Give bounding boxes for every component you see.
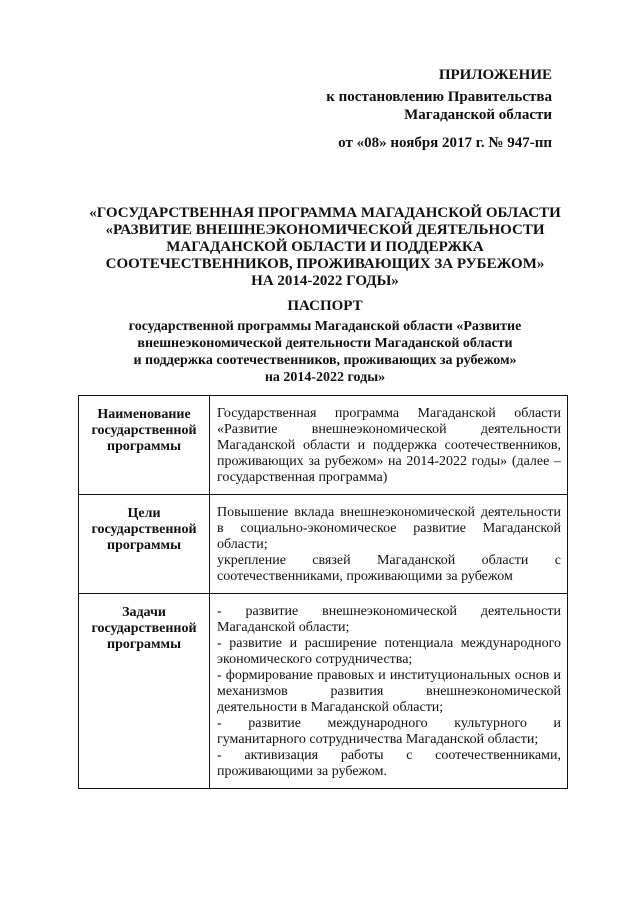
passport-subtitle-line: государственной программы Магаданской области «Развитие xyxy=(128,319,522,334)
label-line: государственной xyxy=(91,522,197,537)
passport-heading-block xyxy=(70,298,580,386)
row-label-name xyxy=(79,396,210,495)
label-line: Наименование xyxy=(97,407,191,422)
label-line: государственной xyxy=(91,423,197,438)
row-value-tasks xyxy=(210,594,568,789)
program-title-line: НА 2014-2022 ГОДЫ» xyxy=(251,273,399,289)
table-row-name xyxy=(79,396,568,495)
appendix-decree-line: к постановлению Правительства xyxy=(326,89,552,105)
program-title-line: СООТЕЧЕСТВЕННИКОВ, ПРОЖИВАЮЩИХ ЗА РУБЕЖОМ» xyxy=(105,256,545,272)
row-label-tasks xyxy=(79,594,210,789)
row-label-goals xyxy=(79,495,210,594)
value-paragraph: - формирование правовых и институциональных основ и механизмов развития внешнеэкономической деятельности в Магаданской области; xyxy=(217,668,561,715)
table-row-tasks xyxy=(79,594,568,789)
appendix-title: ПРИЛОЖЕНИЕ xyxy=(438,67,552,83)
passport-subtitle-line: и поддержка соотечественников, проживающих за рубежом» xyxy=(133,353,517,368)
program-title-line: «ГОСУДАРСТВЕННАЯ ПРОГРАММА МАГАДАНСКОЙ ОБЛАСТИ xyxy=(89,205,561,221)
row-value-goals xyxy=(210,495,568,594)
passport-heading: ПАСПОРТ xyxy=(287,298,363,314)
table-row-goals xyxy=(79,495,568,594)
value-paragraph: укрепление связей Магаданской области с соотечественниками, проживающими за рубежом xyxy=(217,553,561,584)
value-paragraph: Государственная программа Магаданской области «Развитие внешнеэкономической деятельности Магаданской области и поддержка соотечественников, проживающих за рубежом» на 2014-2022 годы» (далее – государственная программа) xyxy=(217,406,561,485)
label-line: Цели xyxy=(127,506,161,521)
label-line: программы xyxy=(107,538,181,553)
passport-subtitle-line: внешнеэкономической деятельности Магаданской области xyxy=(137,336,513,351)
label-line: программы xyxy=(107,439,181,454)
program-title-line: «РАЗВИТИЕ ВНЕШНЕЭКОНОМИЧЕСКОЙ ДЕЯТЕЛЬНОСТИ xyxy=(105,222,545,238)
program-title xyxy=(70,205,580,290)
value-paragraph: - развитие международного культурного и гуманитарного сотрудничества Магаданской области; xyxy=(217,716,561,747)
label-line: государственной xyxy=(91,621,197,636)
label-line: программы xyxy=(107,637,181,652)
label-line: Задачи xyxy=(122,605,166,620)
value-paragraph: - развитие внешнеэкономической деятельности Магаданской области; xyxy=(217,604,561,635)
value-paragraph: - развитие и расширение потенциала международного экономического сотрудничества; xyxy=(217,636,561,667)
value-paragraph: Повышение вклада внешнеэкономической деятельности в социально-экономическое развитие Магаданской области; xyxy=(217,505,561,552)
appendix-header xyxy=(292,66,552,152)
appendix-region-line: Магаданской области xyxy=(404,107,552,123)
row-value-name xyxy=(210,396,568,495)
program-title-line: МАГАДАНСКОЙ ОБЛАСТИ И ПОДДЕРЖКА xyxy=(166,239,484,255)
passport-table xyxy=(78,395,568,789)
appendix-date-line: от «08» ноября 2017 г. № 947-пп xyxy=(338,135,552,151)
value-paragraph: - активизация работы с соотечественниками, проживающими за рубежом. xyxy=(217,748,561,779)
passport-subtitle-line: на 2014-2022 годы» xyxy=(264,370,386,385)
